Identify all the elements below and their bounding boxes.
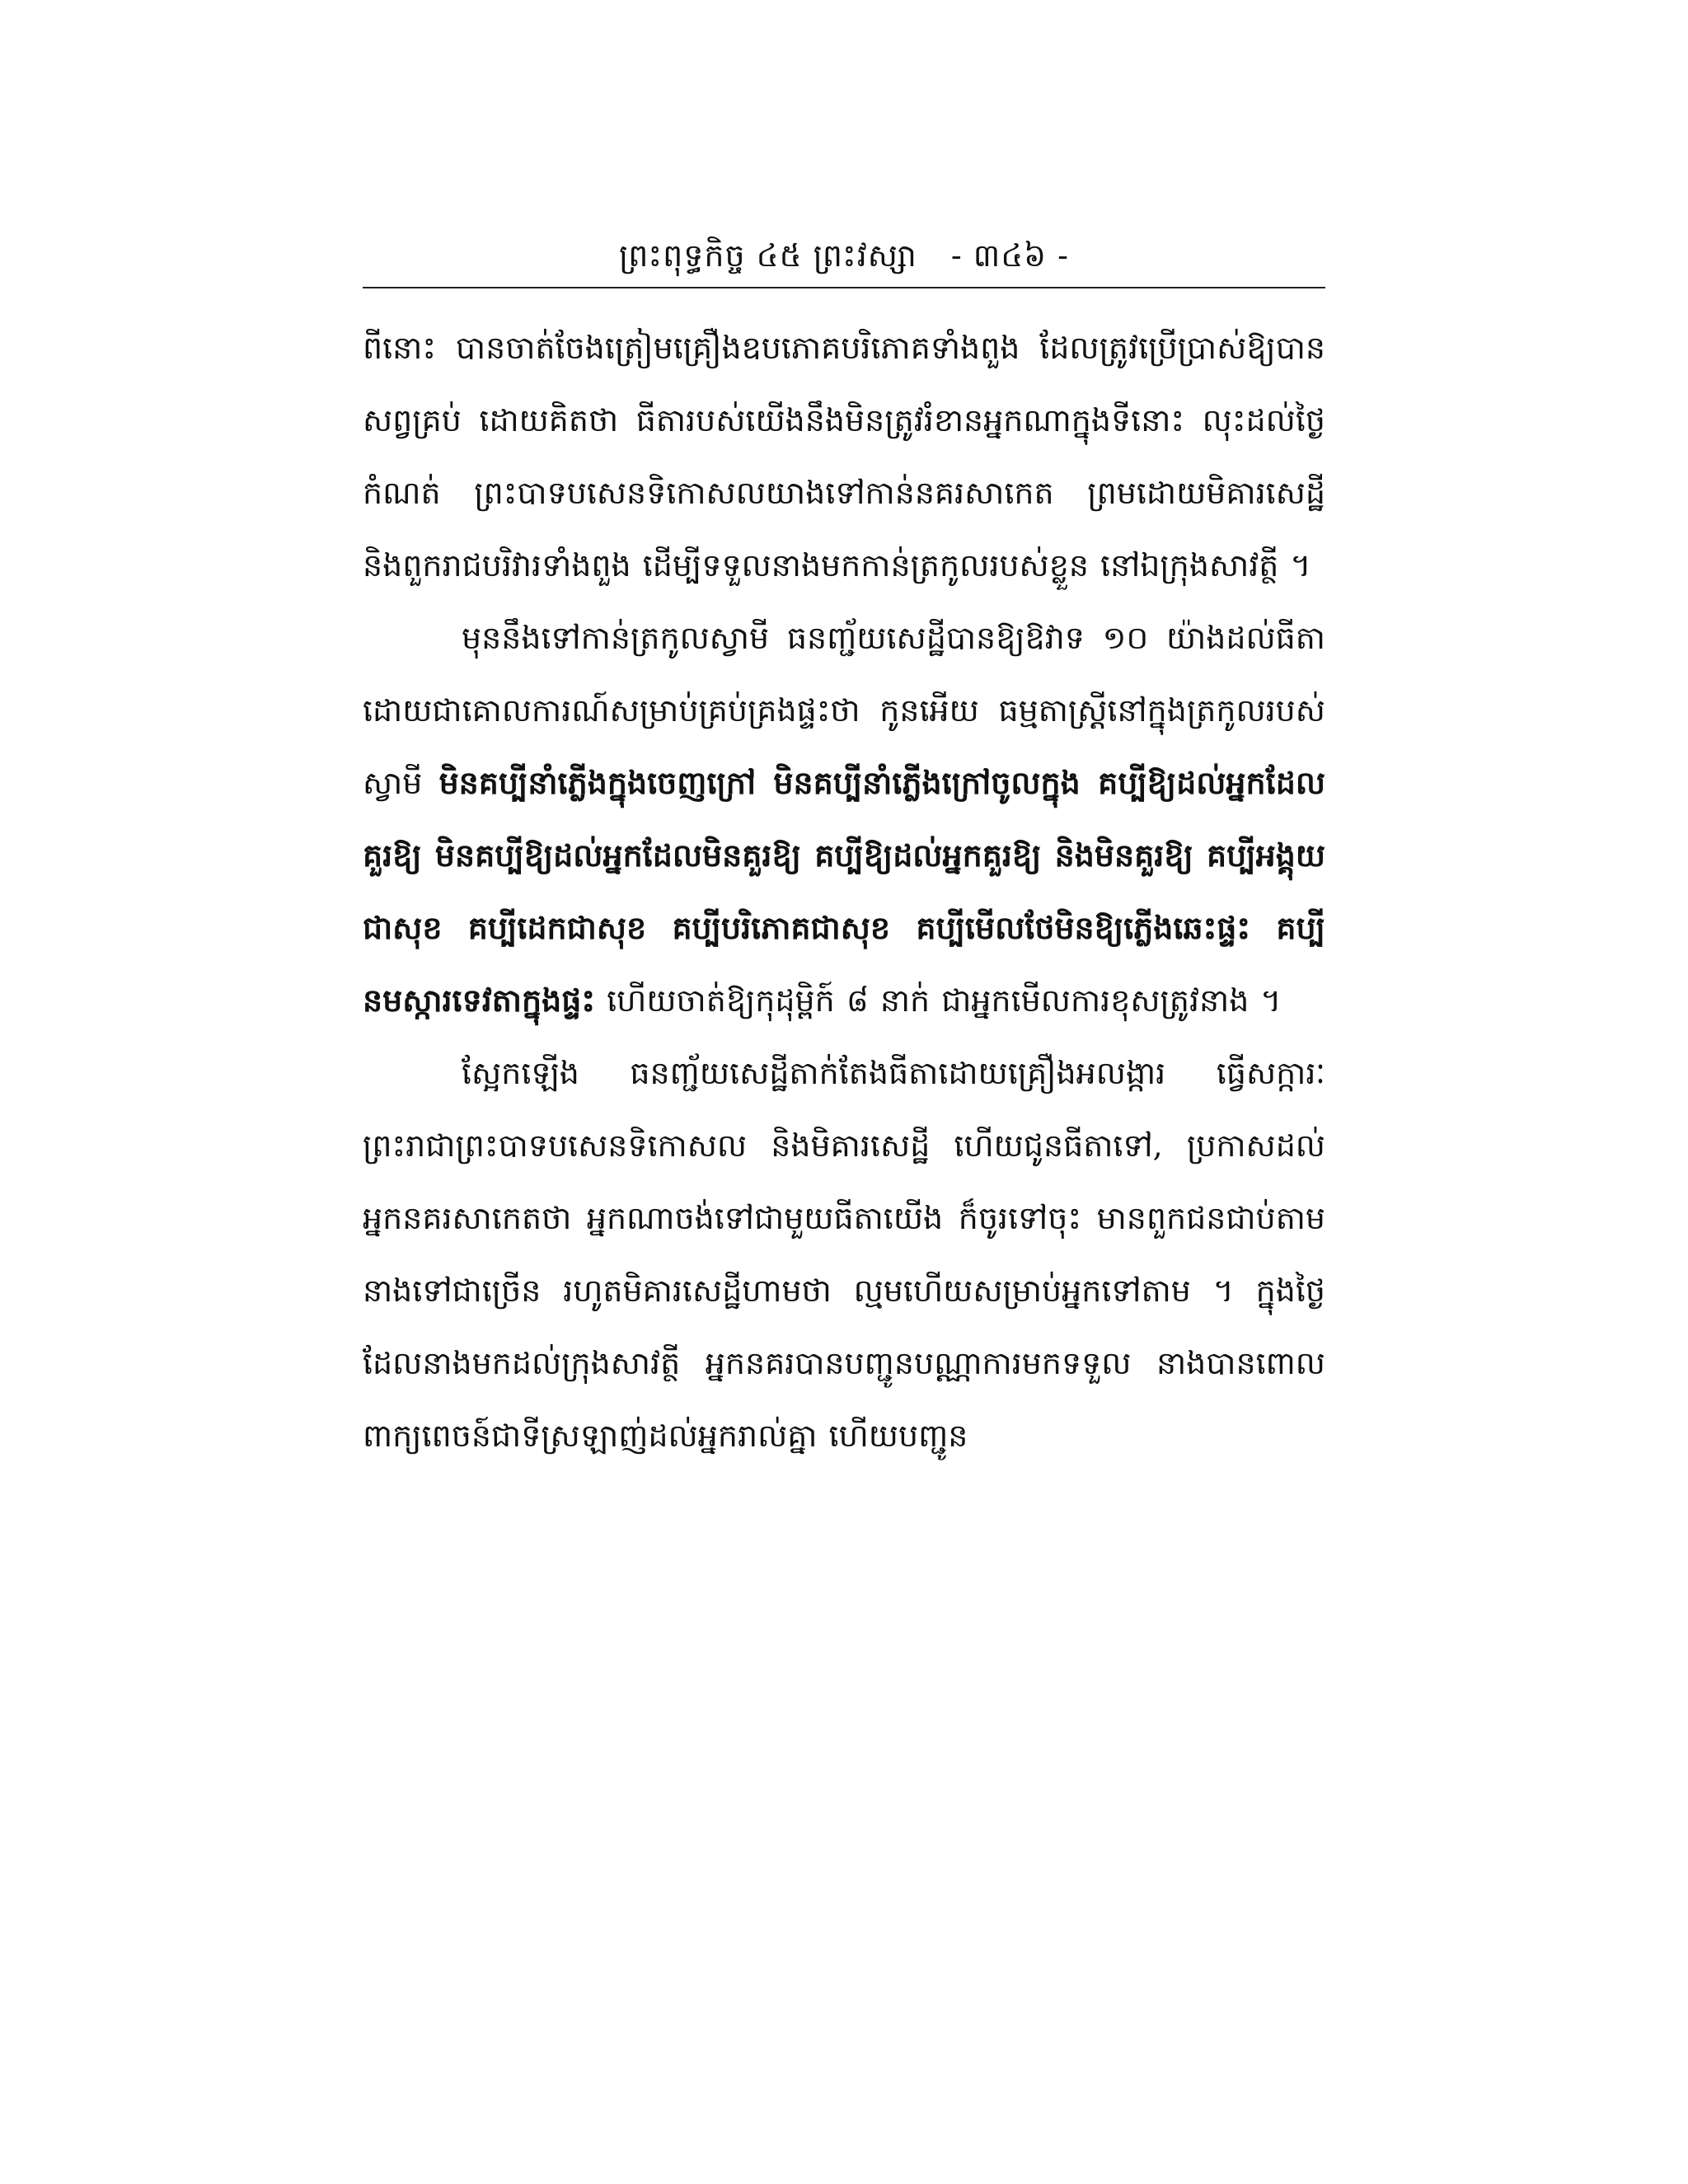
paragraph-2-emphasis: មិនគប្បីនាំភ្លើងក្នុងចេញក្រៅ មិនគប្បីនាំភ្លើងក្រៅចូលក្នុង គប្បីឱ្យដល់អ្នកដែលគួរឱ្យ មិនគប្បីឱ្យដល់អ្នកដែលមិនគួរឱ្យ គប្បីឱ្យដល់អ្នកគួរឱ្យ និងមិនគួរឱ្យ គប្បីអង្គុយជាសុខ គប្បីដេកជាសុខ គប្បីបរិភោគជាសុខ គប្បីមើលថែមិនឱ្យភ្លើងឆេះផ្ទះ គប្បីនមស្ការទេវតាក្នុងផ្ទះ — [363, 764, 1325, 1019]
paragraph-1 — [363, 312, 1325, 602]
paragraph-2-tail: ហើយចាត់ឱ្យកុដុម្ពិក៍ ៨ នាក់ ជាអ្នកមើលការខុសត្រូវនាង ។ — [595, 982, 1282, 1019]
paragraph-1-text: ពីនោះ បានចាត់ចែងត្រៀមគ្រឿងឧបភោគបរិភោគទាំងពួង ដែលត្រូវប្រើប្រាស់ឱ្យបានសព្វគ្រប់ ដោយគិតថា ធីតារបស់យើងនឹងមិនត្រូវរំខានអ្នកណាក្នុងទីនោះ លុះដល់ថ្ងៃកំណត់ ព្រះបាទបសេនទិកោសលយាងទៅកាន់នគរសាកេត ព្រមដោយមិគារសេដ្ឋី និងពួករាជបរិវារទាំងពួង ដើម្បីទទួលនាងមកកាន់ត្រកូលរបស់ខ្លួន នៅឯក្រុងសាវត្ថី ។ — [363, 330, 1325, 583]
paragraph-3 — [363, 1037, 1325, 1472]
header-rule — [363, 287, 1325, 288]
paragraph-3-text: ស្អែកឡើង ធនញ្ជ័យសេដ្ឋីតាក់តែងធីតាដោយគ្រឿងអលង្ការ ធ្វើសក្ការៈព្រះរាជាព្រះបាទបសេនទិកោសល និងមិគារសេដ្ឋី ហើយជូនធីតាទៅ, ប្រកាសដល់អ្នកនគរសាកេតថា អ្នកណាចង់ទៅជាមួយធីតាយើង ក៏ចូរទៅចុះ មានពួកជនជាប់តាមនាងទៅជាច្រើន រហូតមិគារសេដ្ឋីហាមថា ល្មមហើយសម្រាប់អ្នកទៅតាម ។ ក្នុងថ្ងៃដែលនាងមកដល់ក្រុងសាវត្ថី អ្នកនគរបានបញ្ជូនបណ្ណាការមកទទួល នាងបានពោលពាក្យពេចន៍ជាទីស្រឡាញ់ដល់អ្នករាល់គ្នា ហើយបញ្ជូន — [363, 1055, 1325, 1454]
running-title: ព្រះពុទ្ធកិច្ច ៤៥ ព្រះវស្សា — [618, 237, 917, 274]
page-header — [363, 229, 1325, 282]
page-number: - ៣៤៦ - — [950, 237, 1069, 274]
paragraph-2-lead: មុននឹងទៅកាន់ត្រកូលស្វាមី ធនញ្ជ័យសេដ្ឋីបានឱ្យឱវាទ ១០ យ៉ាងដល់ធីតា ដោយជាគោលការណ៍សម្រាប់គ្រប់គ្រងផ្ទះថា កូនអើយ ធម្មតាស្ត្រីនៅក្នុងត្រកូលរបស់ស្វាមី — [363, 620, 1325, 801]
paragraph-2 — [363, 602, 1325, 1037]
body-text — [363, 312, 1325, 1472]
